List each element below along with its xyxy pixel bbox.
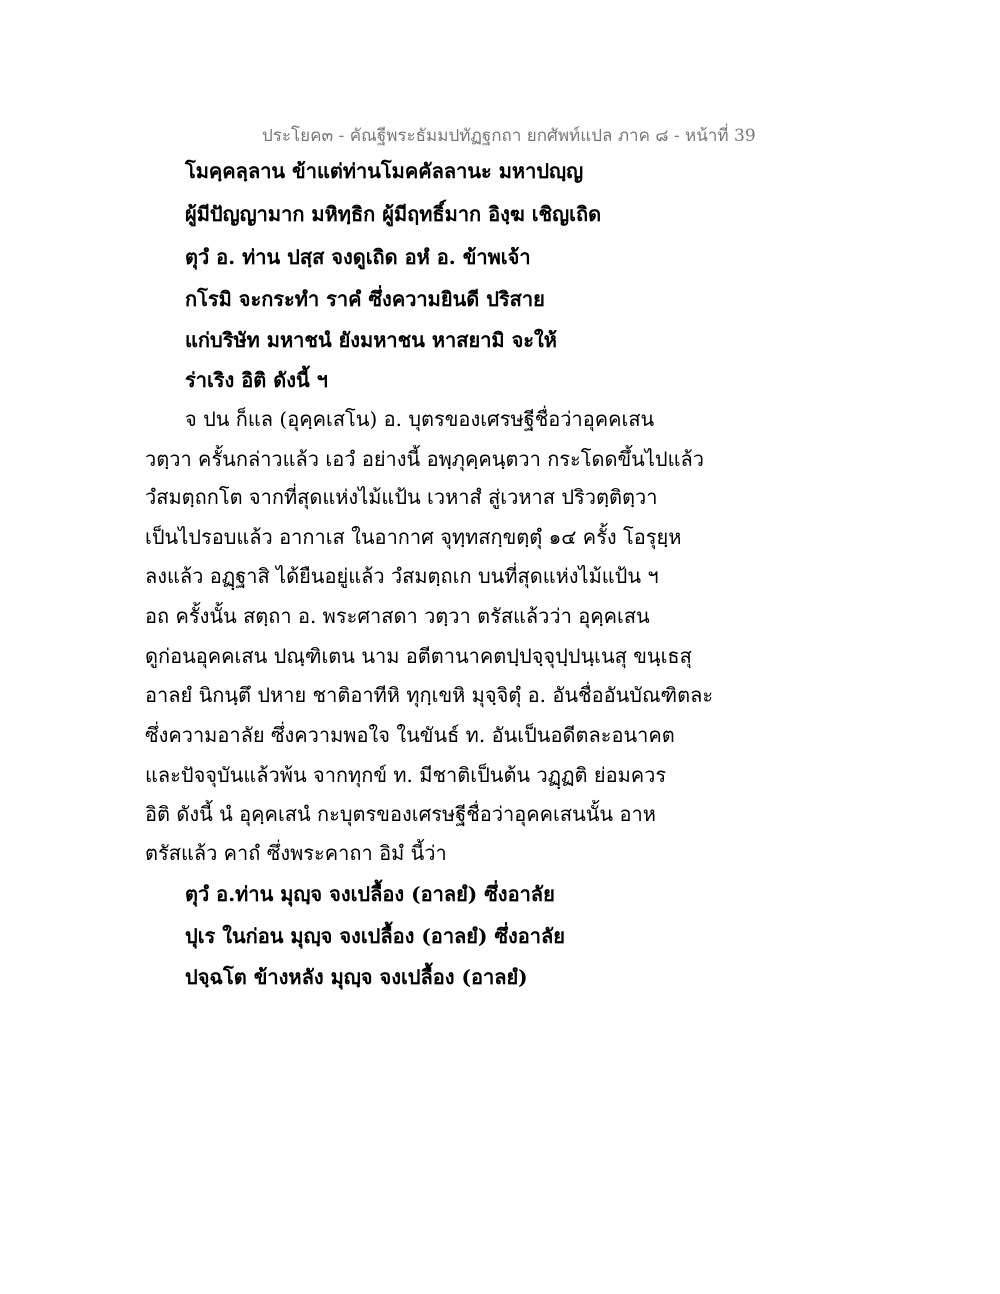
verse-line: โมคฺคลฺลาน ข้าแต่ท่านโมคคัลลานะ มหาปญฺญ bbox=[185, 159, 584, 183]
verse-line: แก่บริษัท มหาชนํ ยังมหาชน หาสยามิ จะให้ bbox=[185, 328, 557, 352]
verse-line: กโรมิ จะกระทำ ราคํ ซึ่งความยินดี ปริสาย bbox=[185, 287, 545, 311]
verse-line: ตุวํ อ.ท่าน มุญฺจ จงเปลื้อง (อาลยํ) ซึ่งอาลัย bbox=[185, 882, 555, 906]
prose-line: อถ ครั้งนั้น สตฺถา อ. พระศาสดา วตฺวา ตรัสแล้วว่า อุคฺคเสน bbox=[145, 604, 650, 628]
prose-line: ซึ่งความอาลัย ซึ่งความพอใจ ในขันธ์ ท. อันเป็นอดีตละอนาคต bbox=[145, 723, 675, 747]
prose-line: เป็นไปรอบแล้ว อากาเส ในอากาศ จุทฺทสกฺขตฺตุํ ๑๔ ครั้ง โอรุยฺห bbox=[145, 525, 682, 549]
prose-line: ลงแล้ว อฏฺฐาสิ ได้ยืนอยู่แล้ว วํสมตฺถเก บนที่สุดแห่งไม้แป้น ฯ bbox=[145, 564, 659, 588]
verse-line: ร่าเริง อิติ ดังนี้ ฯ bbox=[185, 368, 328, 392]
prose-line: จ ปน ก็แล (อุคฺคเสโน) อ. บุตรของเศรษฐีชื่อว่าอุคคเสน bbox=[185, 407, 655, 431]
verse-line: ผู้มีปัญญามาก มหิทฺธิก ผู้มีฤทธิ์มาก อิงฺฆ เชิญเถิด bbox=[185, 202, 602, 226]
prose-line: ตรัสแล้ว คาถํ ซึ่งพระคาถา อิมํ นี้ว่า bbox=[145, 841, 447, 865]
prose-line: อิติ ดังนี้ นํ อุคฺคเสนํ กะบุตรของเศรษฐีชื่อว่าอุคคเสนนั้น อาห bbox=[145, 802, 656, 826]
prose-line: ดูก่อนอุคคเสน ปณฺฑิเตน นาม อตีตานาคตปฺปจฺจุปฺปนฺเนสุ ขนฺเธสุ bbox=[145, 644, 692, 668]
prose-line: และปัจจุบันแล้วพ้น จากทุกข์ ท. มีชาติเป็นต้น วฏฺฏติ ย่อมควร bbox=[145, 763, 667, 787]
prose-line: วํสมตฺถกโต จากที่สุดแห่งไม้แป้น เวหาสํ สู่เวหาส ปริวตฺติตฺวา bbox=[145, 485, 658, 509]
verse-line: ปจฺฉโต ข้างหลัง มุญฺจ จงเปลื้อง (อาลยํ) bbox=[185, 965, 528, 989]
prose-line: วตฺวา ครั้นกล่าวแล้ว เอวํ อย่างนี้ อพฺภุคฺคนฺตวา กระโดดขึ้นไปแล้ว bbox=[145, 447, 704, 471]
page-header: ประโยค๓ - คัณฐีพระธัมมปทัฏฐกถา ยกศัพท์แปล ภาค ๘ - หน้าที่ 39 bbox=[262, 126, 756, 146]
prose-line: อาลยํ นิกนฺตึ ปหาย ชาติอาทีหิ ทุกฺเขหิ มุจฺจิตุํ อ. อันชื่ออันบัณฑิตละ bbox=[145, 683, 714, 707]
verse-line: ปุเร ในก่อน มุญฺจ จงเปลื้อง (อาลยํ) ซึ่งอาลัย bbox=[185, 924, 566, 948]
verse-line: ตุวํ อ. ท่าน ปสฺส จงดูเถิด อหํ อ. ข้าพเจ้า bbox=[185, 245, 531, 269]
